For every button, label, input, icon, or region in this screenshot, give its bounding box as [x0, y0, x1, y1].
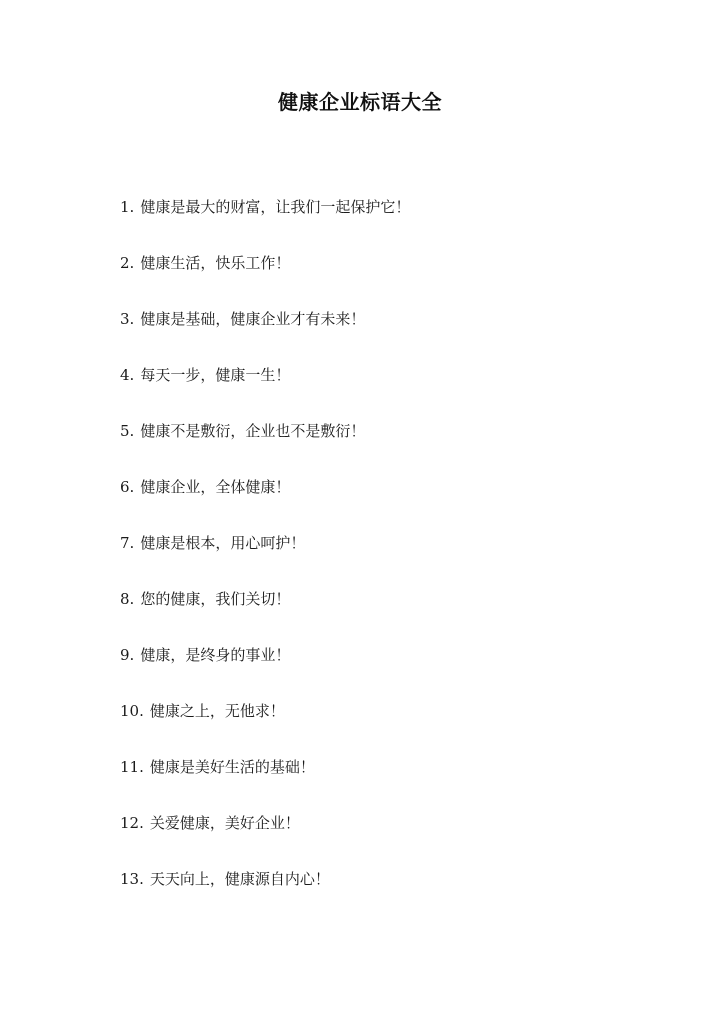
slogan-list: [120, 196, 410, 924]
list-item: [120, 644, 410, 700]
list-item: [120, 700, 410, 756]
list-item: [120, 364, 410, 420]
item-number: 11.: [120, 758, 144, 776]
item-text: 每天一步，健康一生！: [140, 366, 291, 384]
item-text: 健康之上，无他求！: [149, 702, 285, 720]
item-number: 1.: [120, 198, 135, 216]
item-number: 7.: [120, 534, 135, 552]
item-number: 6.: [120, 478, 135, 496]
list-item: [120, 420, 410, 476]
document-title: 健康企业标语大全: [278, 90, 442, 114]
item-text: 健康是基础，健康企业才有未来！: [140, 310, 366, 328]
list-item: [120, 196, 410, 252]
list-item: [120, 308, 410, 364]
item-text: 关爱健康，美好企业！: [149, 814, 300, 832]
list-item: [120, 252, 410, 308]
list-item: [120, 812, 410, 868]
item-number: 9.: [120, 646, 135, 664]
item-number: 4.: [120, 366, 135, 384]
item-number: 2.: [120, 254, 135, 272]
item-number: 5.: [120, 422, 135, 440]
item-text: 健康是最大的财富，让我们一起保护它！: [140, 198, 411, 216]
item-text: 健康企业，全体健康！: [140, 478, 291, 496]
item-number: 8.: [120, 590, 135, 608]
list-item: [120, 476, 410, 532]
list-item: [120, 588, 410, 644]
item-text: 健康不是敷衍，企业也不是敷衍！: [140, 422, 366, 440]
item-text: 健康，是终身的事业！: [140, 646, 291, 664]
item-number: 10.: [120, 702, 144, 720]
list-item: [120, 868, 410, 924]
item-text: 健康是根本，用心呵护！: [140, 534, 306, 552]
item-number: 12.: [120, 814, 144, 832]
list-item: [120, 756, 410, 812]
item-text: 健康是美好生活的基础！: [149, 758, 315, 776]
list-item: [120, 532, 410, 588]
item-number: 13.: [120, 870, 144, 888]
item-text: 健康生活，快乐工作！: [140, 254, 291, 272]
item-text: 您的健康，我们关切！: [140, 590, 291, 608]
item-number: 3.: [120, 310, 135, 328]
item-text: 天天向上，健康源自内心！: [149, 870, 330, 888]
